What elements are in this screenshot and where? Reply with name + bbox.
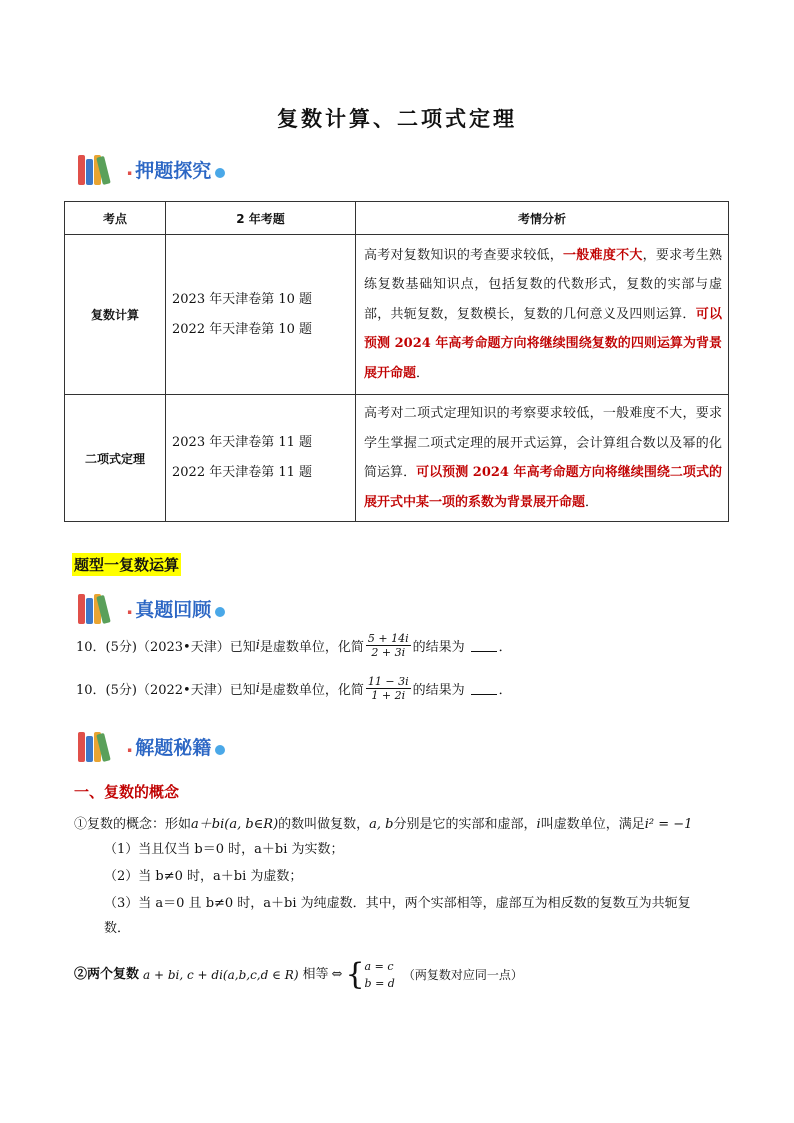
concept-paragraph-1 (74, 815, 692, 835)
answer-blank[interactable] (471, 682, 497, 695)
exam-item: 2022 年天津卷第 10 题 (172, 321, 313, 337)
fraction-numerator: 5 + 14i (367, 632, 409, 645)
equivalence-arrow: ⇔ (331, 967, 343, 982)
problem-text: 的结果为 (412, 640, 465, 655)
problem-text: 是虚数单位，化简 (259, 683, 364, 698)
concept-text: 的数叫做复数， (278, 817, 370, 832)
problem-text: 10．(5分)（2023•天津）已知 (76, 640, 256, 655)
problem-text: ． (498, 640, 512, 655)
concept-paragraph-2 (74, 958, 523, 992)
problem-text: 10．(5分)（2022•天津）已知 (76, 683, 256, 698)
analysis-cell (356, 235, 729, 395)
answer-blank[interactable] (471, 639, 497, 652)
problem-text: 是虚数单位，化简 (259, 640, 364, 655)
books-icon (76, 590, 124, 626)
table-header-row (65, 202, 729, 235)
analysis-highlight: 一般难度不大 (563, 247, 643, 263)
concept-line-3b: 数． (104, 921, 131, 936)
analysis-text: ． (416, 365, 430, 381)
fraction-denominator: 2 + 3i (371, 646, 406, 659)
concept-math: i² = −1 (644, 817, 693, 832)
analysis-text: 高考对二项式定理知识的考察要求较低，一般难度不大，要求学生掌握二项式定理的展开式运算，会计算组合数以及幂的化简运算． (364, 406, 722, 480)
concept-line-3: （3）当 a＝0 且 b≠0 时，a＋bi 为纯虚数．其中，两个实部相等，虚部互为相反数的复数互为共轭复 (104, 896, 691, 911)
concept-note: （两复数对应同一点） (402, 968, 523, 982)
analysis-highlight: 可以预测 2024 年高考命题方向将继续围绕复数的四则运算为背景展开命题 (364, 306, 722, 381)
section-title-explore: 押题探究 (135, 159, 212, 182)
dot-icon (215, 168, 225, 178)
analysis-cell (356, 395, 729, 522)
analysis-text: ． (585, 494, 599, 510)
fraction-numerator: 11 − 3i (367, 675, 409, 688)
concept-text: 叫虚数单位，满足 (540, 817, 645, 832)
books-icon (76, 151, 124, 187)
header-exams: 2 年考题 (166, 202, 356, 235)
concept-line-2: （2）当 b≠0 时，a＋bi 为虚数； (104, 869, 303, 884)
exam-item: 2023 年天津卷第 11 题 (172, 435, 313, 450)
dot-icon (215, 745, 225, 755)
equation-line: a = c (364, 960, 394, 973)
header-topic: 考点 (65, 202, 166, 235)
equation-system (365, 958, 395, 992)
concept-math: a + bi, c + di(a,b,c,d ∈ R) (143, 968, 299, 982)
problem-1 (76, 632, 512, 659)
concept-line-1: （1）当且仅当 b＝0 时，a＋bi 为实数； (104, 842, 344, 857)
analysis-text: ，要求考生熟练复数基础知识点，包括复数的代数形式，复数的实部与虚部，共轭复数，复数模长，复数的几何意义及四则运算． (364, 247, 722, 322)
brace-icon: { (345, 957, 365, 992)
section-header-explore: . 押题探究 (76, 151, 225, 187)
concept-text: ①复数的概念：形如 (74, 817, 192, 832)
topic-cell: 二项式定理 (65, 395, 166, 522)
exams-cell (166, 395, 356, 522)
section-header-secrets: . 解题秘籍 (76, 728, 225, 764)
section-header-review: . 真题回顾 (76, 590, 225, 626)
concept-text: 分别是它的实部和虚部， (393, 817, 537, 832)
concept-math: a, b (369, 817, 394, 832)
equation-line: b = d (364, 977, 395, 990)
exam-analysis-table (64, 201, 729, 522)
analysis-highlight: 可以预测 2024 年高考命题方向将继续围绕二项式的展开式中某一项的系数为背景展开命题 (364, 465, 722, 510)
concept-text: 相等 (302, 967, 329, 982)
concept-text: ②两个复数 (74, 967, 140, 982)
exams-cell (166, 235, 356, 395)
section-title-secrets: 解题秘籍 (135, 736, 212, 759)
heading-concept: 一、复数的概念 (74, 783, 180, 801)
problem-var: i (255, 638, 260, 653)
books-icon (76, 728, 124, 764)
exam-item: 2022 年天津卷第 11 题 (172, 465, 313, 480)
problem-text: ． (498, 683, 512, 698)
analysis-text: 高考对复数知识的考查要求较低， (364, 247, 564, 263)
section-title-review: 真题回顾 (135, 598, 212, 621)
problem-2 (76, 675, 512, 702)
problem-var: i (255, 681, 260, 696)
fraction (366, 632, 411, 659)
header-analysis: 考情分析 (356, 202, 729, 235)
topic-cell: 复数计算 (65, 235, 166, 395)
concept-math: i (536, 817, 541, 832)
fraction-denominator: 1 + 2i (371, 689, 406, 702)
fraction (366, 675, 411, 702)
concept-math: a＋bi(a, b∈R) (191, 817, 279, 832)
dot-icon (215, 607, 225, 617)
page-title: 复数计算、二项式定理 (277, 106, 517, 131)
exam-item: 2023 年天津卷第 10 题 (172, 291, 313, 307)
question-type-label: 题型一复数运算 (72, 553, 181, 576)
table-row (65, 235, 729, 395)
problem-text: 的结果为 (412, 683, 465, 698)
table-row (65, 395, 729, 522)
